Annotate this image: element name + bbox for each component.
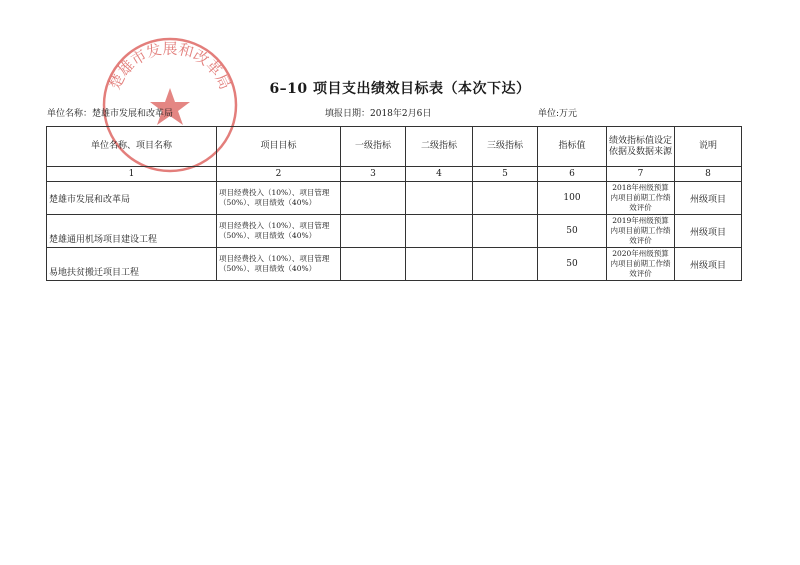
performance-target-table — [46, 126, 742, 281]
level2-indicator — [406, 215, 473, 248]
column-number-row — [47, 167, 742, 182]
column-number: 1 — [47, 167, 217, 182]
header-cell: 三级指标 — [473, 127, 538, 167]
indicator-value: 100 — [538, 182, 607, 215]
remark: 州级项目 — [675, 248, 742, 281]
level3-indicator — [473, 248, 538, 281]
page-title: 6–10 项目支出绩效目标表（本次下达） — [269, 81, 531, 97]
header-cell: 指标值 — [538, 127, 607, 167]
unit-project-name: 楚雄通用机场项目建设工程 — [47, 215, 217, 248]
level1-indicator — [341, 215, 406, 248]
svg-text:楚雄市发展和改革局: 楚雄市发展和改革局 — [105, 39, 235, 93]
indicator-value: 50 — [538, 215, 607, 248]
header-row — [47, 127, 742, 167]
header-cell: 绩效指标值设定依据及数据来源 — [607, 127, 675, 167]
column-number: 6 — [538, 167, 607, 182]
level1-indicator — [341, 248, 406, 281]
header-cell: 单位名称、项目名称 — [47, 127, 217, 167]
column-number: 2 — [217, 167, 341, 182]
unit-project-name: 楚雄市发展和改革局 — [47, 182, 217, 215]
header-cell: 项目目标 — [217, 127, 341, 167]
column-number: 4 — [406, 167, 473, 182]
indicator-basis: 2019年州级预算内项目前期工作绩效评价 — [607, 215, 675, 248]
indicator-basis: 2018年州级预算内项目前期工作绩效评价 — [607, 182, 675, 215]
indicator-value: 50 — [538, 248, 607, 281]
table-row — [47, 182, 742, 215]
project-goal: 项目经费投入（10%）、项目管理（50%）、项目绩效（40%） — [217, 182, 341, 215]
table-row — [47, 215, 742, 248]
header-cell: 说明 — [675, 127, 742, 167]
column-number: 7 — [607, 167, 675, 182]
currency-unit: 单位:万元 — [538, 109, 578, 119]
unit-name: 单位名称：楚雄市发展和改革局 — [47, 109, 174, 119]
level3-indicator — [473, 215, 538, 248]
header-cell: 一级指标 — [341, 127, 406, 167]
header-cell: 二级指标 — [406, 127, 473, 167]
column-number: 3 — [341, 167, 406, 182]
level2-indicator — [406, 248, 473, 281]
project-goal: 项目经费投入（10%）、项目管理（50%）、项目绩效（40%） — [217, 215, 341, 248]
column-number: 5 — [473, 167, 538, 182]
level3-indicator — [473, 182, 538, 215]
fill-date: 填报日期：2018年2月6日 — [325, 109, 432, 119]
level1-indicator — [341, 182, 406, 215]
column-number: 8 — [675, 167, 742, 182]
level2-indicator — [406, 182, 473, 215]
unit-project-name: 易地扶贫搬迁项目工程 — [47, 248, 217, 281]
indicator-basis: 2020年州级预算内项目前期工作绩效评价 — [607, 248, 675, 281]
remark: 州级项目 — [675, 215, 742, 248]
remark: 州级项目 — [675, 182, 742, 215]
project-goal: 项目经费投入（10%）、项目管理（50%）、项目绩效（40%） — [217, 248, 341, 281]
table-row — [47, 248, 742, 281]
